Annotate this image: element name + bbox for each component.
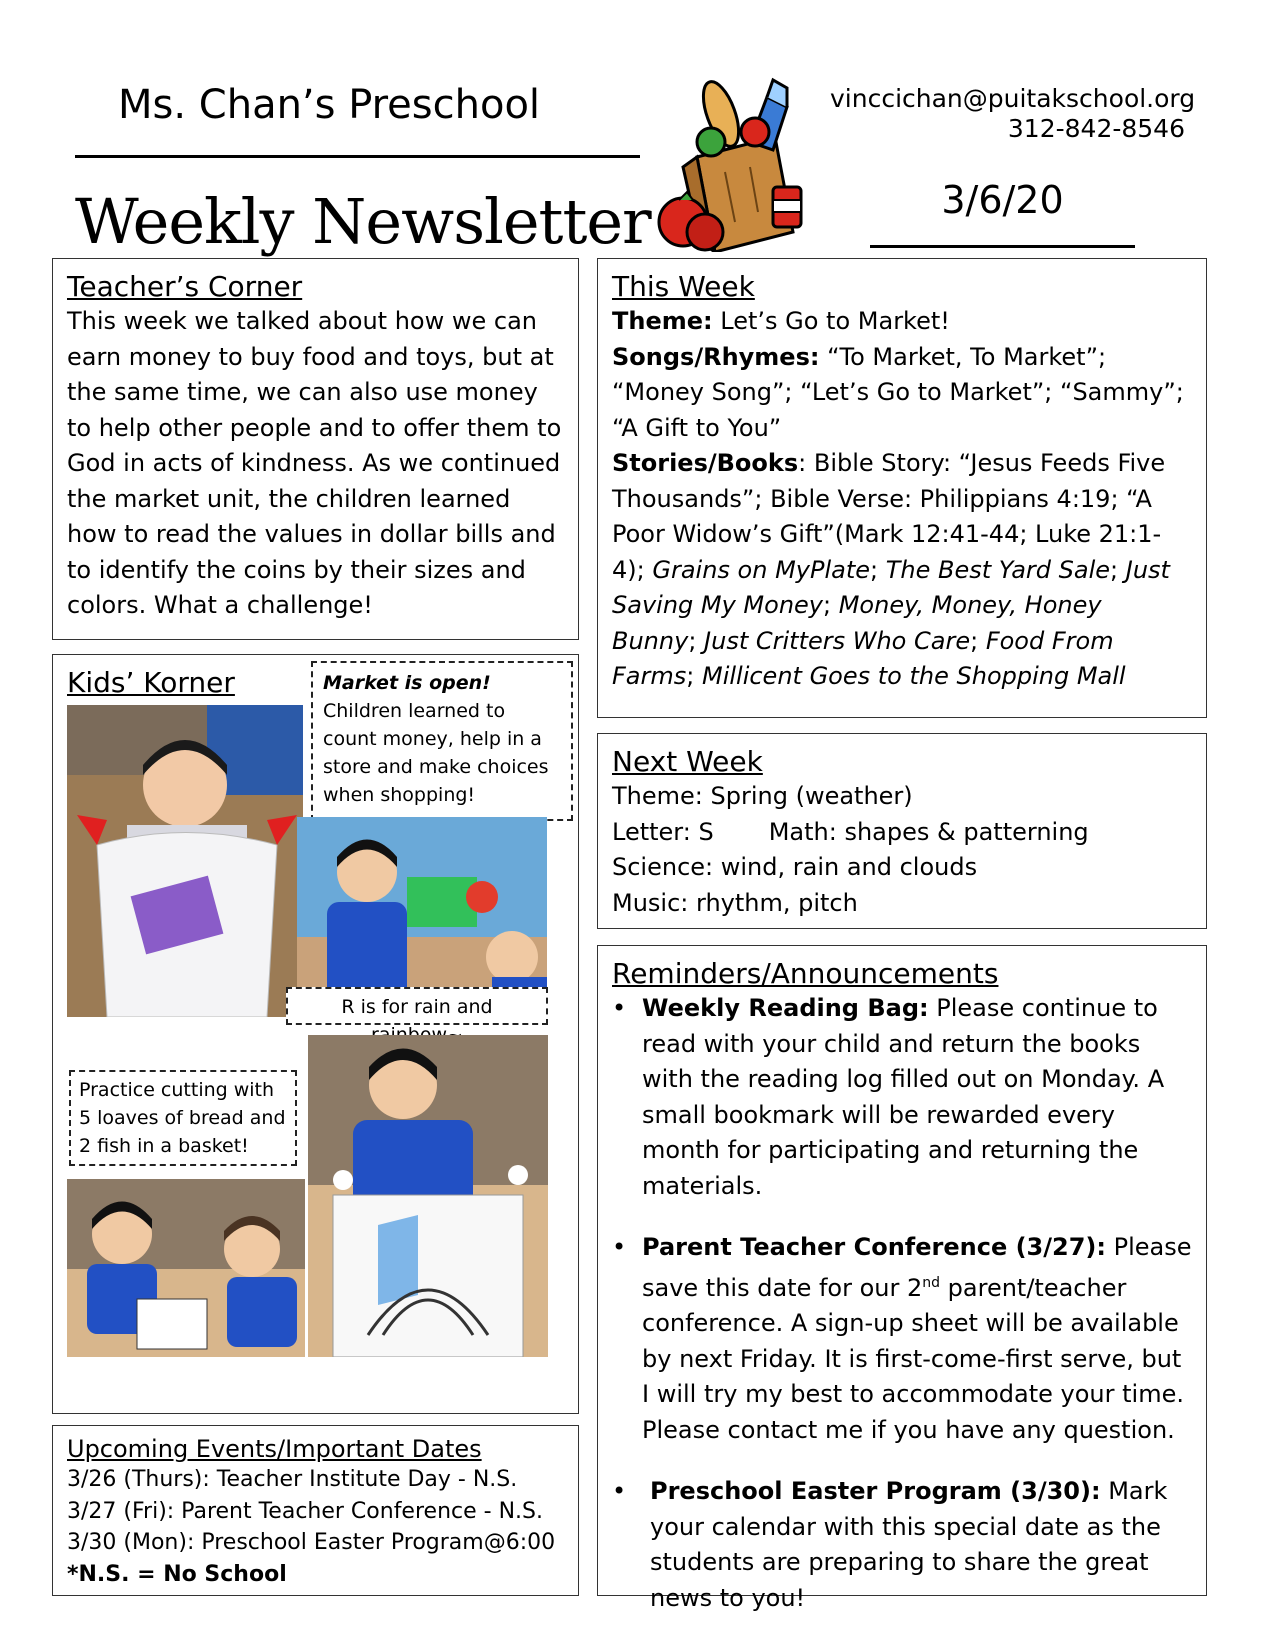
school-name: Ms. Chan’s Preschool <box>118 82 541 128</box>
reminder-sup: nd <box>922 1274 941 1291</box>
book-title: Just Saving My Money <box>612 555 1170 619</box>
photo-cutting <box>67 1179 305 1357</box>
book-title: Just Critters Who Care <box>704 626 971 655</box>
caption-market-title: Market is open! <box>323 672 491 694</box>
newsletter-date: 3/6/20 <box>941 178 1064 222</box>
next-week-science: Science: wind, rain and clouds <box>612 853 978 881</box>
teachers-corner-body: This week we talked about how we can earn money to buy food and toys, but at the same time, we can also use money to help other people and to offer them to God in acts of kindness. As we continued the market unit, the children learned how to read the values in dollar bills and to identify the coins by their sizes and colors. What a challenge! <box>67 307 562 619</box>
songs-value: “To Market, To Market”; “Money Song”; “Let’s Go to Market”; “Sammy”; “A Gift to You” <box>612 342 1184 442</box>
bullet-icon: • <box>612 994 627 1022</box>
next-week-heading: Next Week <box>612 745 763 778</box>
reminders-box <box>597 945 1207 1612</box>
reminder-title: Parent Teacher Conference (3/27): <box>642 1233 1106 1261</box>
upcoming-events-box <box>52 1425 579 1596</box>
book-title: Grains on MyPlate <box>652 555 870 584</box>
bullet-icon: • <box>612 1477 627 1505</box>
book-title: The Best Yard Sale <box>885 555 1111 584</box>
grocery-bag-icon <box>655 72 835 252</box>
reminder-title: Preschool Easter Program (3/30): <box>650 1477 1101 1505</box>
next-week-music: Music: rhythm, pitch <box>612 888 858 917</box>
reminder-text: Please save this date for our 2 <box>642 1233 1192 1302</box>
upcoming-heading: Upcoming Events/Important Dates <box>67 1435 482 1463</box>
reminder-text: Mark your calendar with this special date as the students are preparing to share the great news to you! <box>650 1477 1168 1612</box>
photo-market-bag <box>67 705 303 1017</box>
this-week-heading: This Week <box>612 270 755 303</box>
photo-rainbow <box>308 1035 548 1357</box>
reminders-heading: Reminders/Announcements <box>612 957 999 990</box>
date-rule <box>870 245 1135 248</box>
next-week-letter: Letter: S <box>612 817 714 846</box>
event-item: 3/26 (Thurs): Teacher Institute Day - N.S. <box>67 1467 518 1492</box>
stories-label: Stories/Books <box>612 449 799 477</box>
stories-value: : Bible Story: “Jesus Feeds Five Thousands”; Bible Verse: Philippians 4:19; “A Poor Widow’s Gift”(Mark 12:41-44; Luke 21:1-4); <box>612 449 1166 584</box>
this-week-stories: Stories/Books: Bible Story: “Jesus Feeds Five Thousands”; Bible Verse: Philippians 4:19; “A Poor Widow’s Gift”(Mark 12:41-44; Luke 21:1-4); Grains on MyPlate; The Best Yard Sale; Just Saving My Money; Money, Money, Honey Bunny; Just Critters Who Care; Food From Farms; Millicent Goes to the Shopping Mall <box>612 449 1170 690</box>
newsletter-title: Weekly Newsletter <box>75 185 651 258</box>
theme-label: Theme: <box>612 307 713 335</box>
theme-value: Let’s Go to Market! <box>712 307 950 335</box>
next-week-theme: Theme: Spring (weather) <box>612 782 913 810</box>
teachers-corner-box <box>52 258 579 640</box>
caption-market <box>311 661 573 821</box>
next-week-math: Math: shapes & patterning <box>768 817 1089 846</box>
songs-label: Songs/Rhymes: <box>612 342 820 371</box>
phone-text: 312-842-8546 <box>1007 114 1185 143</box>
next-week-box <box>597 733 1207 929</box>
kids-korner-box <box>52 654 579 1414</box>
this-week-songs <box>612 340 1192 447</box>
reminder-item <box>612 1474 1192 1616</box>
title-rule <box>75 155 640 158</box>
bullet-icon: • <box>612 1233 627 1261</box>
teachers-corner-heading: Teacher’s Corner <box>67 270 303 303</box>
reminder-item <box>612 1230 1192 1448</box>
email-text: vinccichan@puitakschool.org <box>830 84 1196 113</box>
this-week-box <box>597 258 1207 718</box>
kids-korner-heading: Kids’ Korner <box>67 666 235 699</box>
reminder-text: Please continue to read with your child and return the books with the reading log filled out on Monday. A small bookmark will be rewarded every month for participating and returning the materials. <box>642 994 1165 1200</box>
photo-store-play <box>297 817 547 1005</box>
reminder-text: parent/teacher conference. A sign-up sheet will be available by next Friday. It is first-come-first serve, but I will try my best to accommodate your time. Please contact me if you have any question. <box>642 1273 1184 1444</box>
reminder-title: Weekly Reading Bag: <box>642 994 929 1022</box>
book-title: Money, Money, Honey Bunny <box>612 591 1102 655</box>
event-note: *N.S. = No School <box>67 1561 287 1587</box>
caption-bread: Practice cutting with 5 loaves of bread and 2 fish in a basket! <box>69 1070 297 1166</box>
book-title: Millicent Goes to the Shopping Mall <box>701 662 1126 690</box>
this-week-theme <box>612 304 1192 340</box>
event-item: 3/30 (Mon): Preschool Easter Program@6:00 <box>67 1530 556 1555</box>
contact-info <box>830 84 1196 144</box>
event-item: 3/27 (Fri): Parent Teacher Conference - N.S. <box>67 1498 543 1524</box>
caption-rain: R is for rain and <box>286 987 548 1025</box>
reminder-item <box>612 991 1192 1204</box>
caption-market-body: Children learned to count money, help in a store and make choices when shopping! <box>323 700 549 806</box>
book-title: Food From Farms <box>612 626 1114 690</box>
